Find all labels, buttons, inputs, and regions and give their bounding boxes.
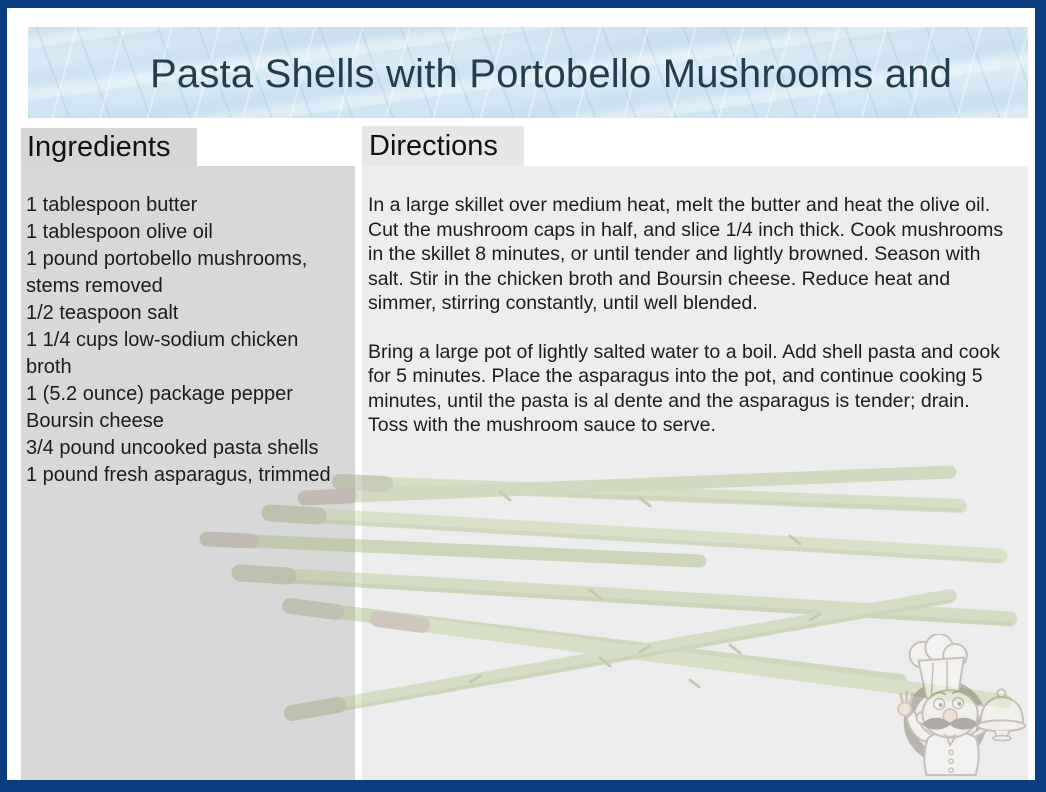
directions-heading: Directions [369, 129, 498, 162]
ingredients-heading: Ingredients [27, 130, 171, 163]
ingredient-item: 1 pound portobello mushrooms, stems removed [26, 248, 308, 297]
ingredient-item: 3/4 pound uncooked pasta shells [26, 437, 319, 459]
ingredient-item: 1 tablespoon olive oil [26, 221, 213, 243]
ingredients-heading-box [21, 128, 197, 166]
ingredient-item: 1/2 teaspoon salt [26, 302, 179, 324]
ingredient-item: 1 pound fresh asparagus, trimmed [26, 464, 331, 486]
directions-panel [362, 166, 1028, 780]
ingredients-panel [21, 166, 355, 780]
directions-heading-box [362, 126, 524, 166]
recipe-title: Pasta Shells with Portobello Mushrooms and [150, 52, 953, 96]
ingredient-item: 1 (5.2 ounce) package pepper Boursin cheese [26, 383, 293, 432]
directions-paragraph: Bring a large pot of lightly salted water to a boil. Add shell pasta and cook for 5 minutes. Place the asparagus into the pot, and continue cooking 5 minutes, until the pasta is al dente and the asparagus is tender; drain. Toss with the mushroom sauce to serve. [368, 340, 1000, 436]
directions-paragraph: In a large skillet over medium heat, melt the butter and heat the olive oil. Cut the mushroom caps in half, and slice 1/4 inch thick. Cook mushrooms in the skillet 8 minutes, or until tender and lightly browned. Season with salt. Stir in the chicken broth and Boursin cheese. Reduce heat and simmer, stirring constantly, until well blended. [368, 194, 1004, 314]
ingredient-item: 1 1/4 cups low-sodium chicken broth [26, 329, 299, 378]
title-banner [28, 27, 1028, 118]
ingredient-item: 1 tablespoon butter [26, 194, 198, 216]
